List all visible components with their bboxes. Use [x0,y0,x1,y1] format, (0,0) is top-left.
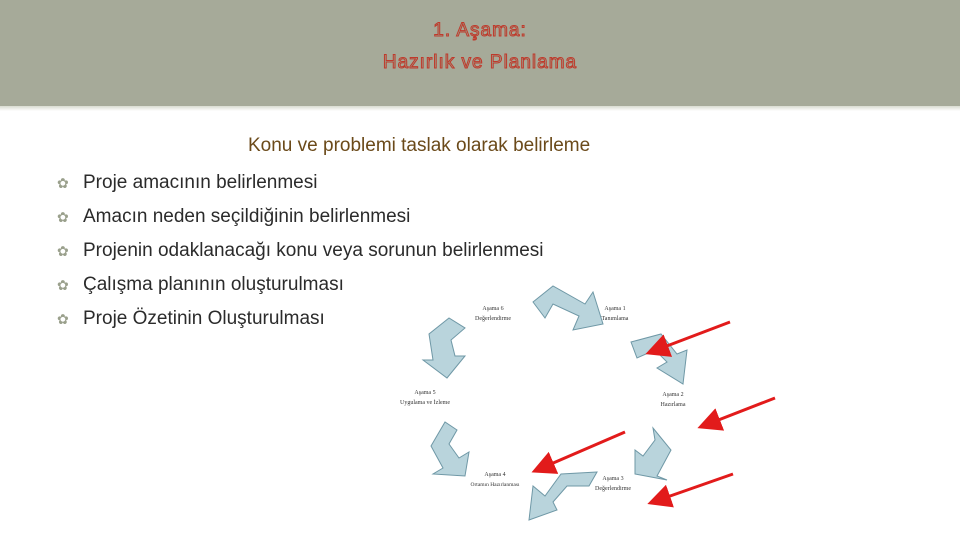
stage-1-name: Aşama 1 [604,306,626,312]
bullet-item [57,166,544,200]
bullet-text: Çalışma planının oluşturulması [83,274,344,295]
leaf-bullet-icon: ✿ [57,276,69,293]
cycle-arrow [533,286,603,330]
bullet-text: Amacın neden seçildiğinin belirlenmesi [83,206,411,227]
pointer-arrow [537,432,625,470]
bullet-text: Proje amacının belirlenmesi [83,172,318,193]
stage-4-desc: Ortamın Hazırlanması [470,482,520,488]
header-shadow [0,106,960,111]
bullet-item [57,200,544,234]
cycle-arrow [529,472,597,520]
stage-1-desc: Tanımlama [601,316,629,322]
slide-title-line2: Hazırlık ve Planlama [382,52,578,73]
cycle-diagram [385,280,960,540]
stage-6-desc: Değerlendirme [475,316,511,322]
stage-2-desc: Hazırlama [660,402,686,408]
slide-subtitle: Konu ve problemi taslak olarak belirleme [248,135,591,156]
stage-5-name: Aşama 5 [414,390,436,396]
stage-6-name: Aşama 6 [482,306,504,312]
pointer-arrow [703,398,775,426]
stage-2-name: Aşama 2 [662,392,684,398]
stage-3-name: Aşama 3 [602,476,624,482]
bullet-item [57,234,544,268]
leaf-bullet-icon: ✿ [57,242,69,259]
cycle-arrow [635,428,671,480]
stage-4-name: Aşama 4 [484,472,506,478]
leaf-bullet-icon: ✿ [57,174,69,191]
cycle-arrow [431,422,469,476]
stage-5-desc: Uygulama ve İzleme [400,400,450,406]
stage-3-desc: Değerlendirme [595,486,631,492]
pointer-arrow [653,474,733,502]
leaf-bullet-icon: ✿ [57,208,69,225]
leaf-bullet-icon: ✿ [57,310,69,327]
bullet-text: Proje Özetinin Oluşturulması [83,308,325,329]
cycle-arrow [423,318,465,378]
slide-title-line1: 1. Aşama: [433,20,527,41]
bullet-text: Projenin odaklanacağı konu veya sorunun belirlenmesi [83,240,544,261]
